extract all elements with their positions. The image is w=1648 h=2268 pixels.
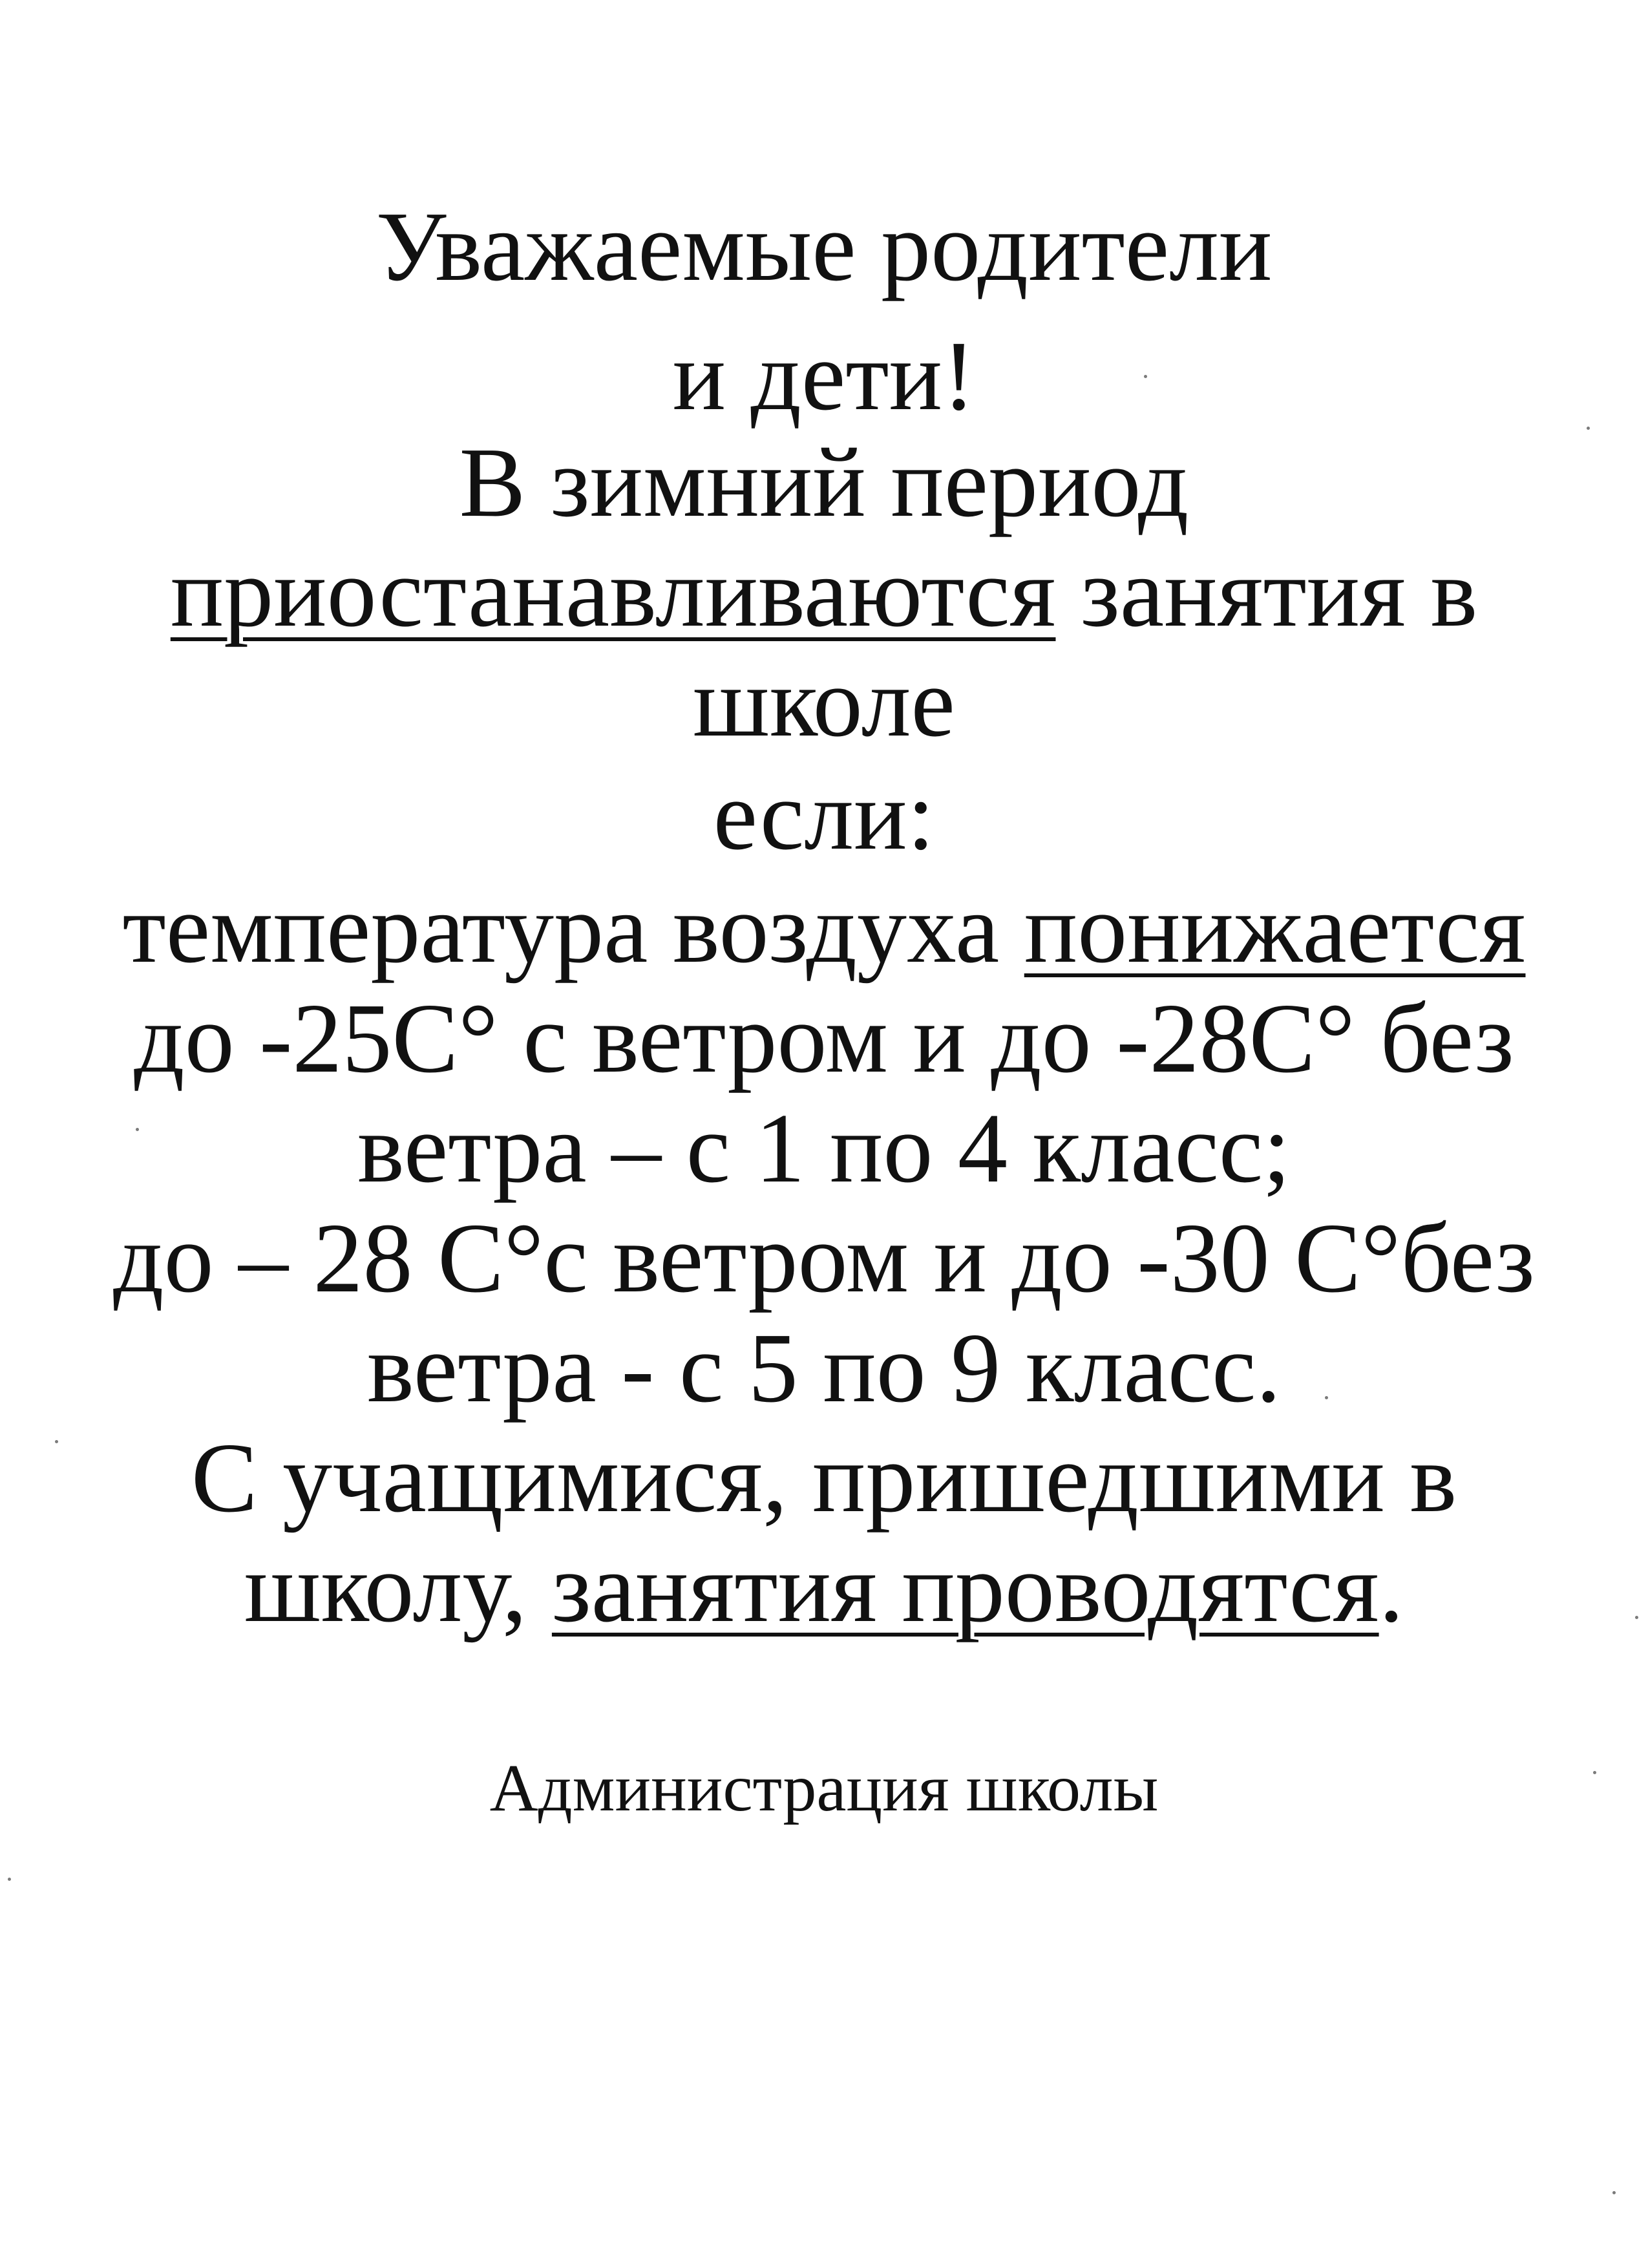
grades-5-9-line: ветра - с 5 по 9 класс. (367, 1313, 1281, 1423)
condition-line: если: (713, 761, 935, 871)
classes-held-end: . (1379, 1533, 1404, 1643)
scan-speck (136, 1128, 139, 1131)
classes-held-line (0, 1533, 1648, 1643)
students-arrived-line: С учащимися, пришедшими в (191, 1423, 1457, 1533)
scan-speck (1587, 427, 1590, 430)
suspended-word: приостанавливаются (170, 538, 1056, 648)
scan-speck (1612, 2191, 1616, 2194)
greeting-line-2: и дети! (672, 321, 976, 431)
scan-speck (1325, 1396, 1328, 1399)
scan-speck (1635, 1616, 1638, 1619)
drops-word: понижается (1024, 874, 1526, 984)
threshold-grades-1-4: до -25С° с ветром и до -28С° без (134, 984, 1514, 1094)
scan-speck (1144, 375, 1147, 378)
scan-speck (55, 1440, 58, 1443)
school-line: школе (693, 648, 955, 758)
scan-speck (8, 1878, 11, 1881)
threshold-grades-5-9: до – 28 С°с ветром и до -30 С°без (113, 1203, 1535, 1313)
greeting-line-1: Уважаемые родители (375, 192, 1273, 302)
winter-period-line: В зимний период (459, 428, 1189, 538)
grades-1-4-line: ветра – с 1 по 4 класс; (357, 1094, 1291, 1203)
temperature-line (0, 874, 1648, 984)
classes-held-start: школу, (244, 1533, 552, 1643)
classes-held-underlined: занятия проводятся (551, 1533, 1379, 1643)
suspension-line (0, 538, 1648, 648)
scan-speck (1593, 1771, 1596, 1774)
signature: Администрация школы (489, 1751, 1159, 1825)
suspension-line-rest: занятия в (1055, 538, 1478, 648)
temperature-line-start: температура воздуха (122, 874, 1024, 984)
